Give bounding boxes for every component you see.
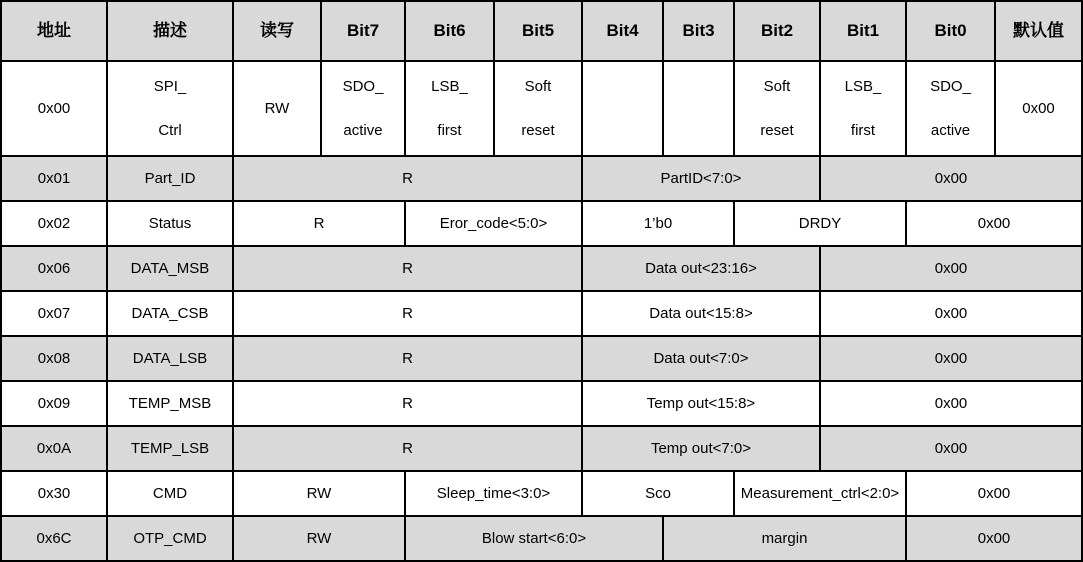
cell-line: SPI_: [153, 77, 187, 95]
register-row-0x07: [1, 291, 1082, 336]
register-row-0x09: [1, 381, 1082, 426]
register-row-0x06: [1, 246, 1082, 291]
table-cell: [663, 61, 734, 156]
table-cell: PartID<7:0>: [582, 156, 820, 201]
table-cell: DATA_MSB: [107, 246, 233, 291]
table-cell: Temp out<7:0>: [582, 426, 820, 471]
cell-line: active: [343, 121, 383, 139]
column-header-描述: 描述: [107, 1, 233, 61]
table-cell: 0x08: [1, 336, 107, 381]
table-cell: [494, 61, 582, 156]
table-cell: R: [233, 426, 582, 471]
table-cell: Data out<7:0>: [582, 336, 820, 381]
column-header-默认值: 默认值: [995, 1, 1082, 61]
cell-line: Soft: [763, 77, 791, 95]
register-row-0x0A: [1, 426, 1082, 471]
table-cell: margin: [663, 516, 906, 561]
table-cell: RW: [233, 471, 405, 516]
table-cell: 1’b0: [582, 201, 734, 246]
cell-line: reset: [521, 121, 555, 139]
table-cell: 0x00: [820, 336, 1082, 381]
table-cell: 0x07: [1, 291, 107, 336]
table-cell: 0x00: [820, 381, 1082, 426]
cell-line: Ctrl: [158, 121, 182, 139]
register-row-0x02: [1, 201, 1082, 246]
table-cell: R: [233, 156, 582, 201]
table-cell: 0x00: [820, 291, 1082, 336]
register-row-0x6C: [1, 516, 1082, 561]
table-cell: R: [233, 381, 582, 426]
table-cell: DRDY: [734, 201, 906, 246]
cell-line: SDO_: [342, 77, 384, 95]
column-header-bit5: Bit5: [494, 1, 582, 61]
table-cell: 0x00: [906, 471, 1082, 516]
register-row-0x00: [1, 61, 1082, 156]
table-cell: 0x00: [906, 516, 1082, 561]
table-cell: 0x00: [820, 246, 1082, 291]
header-row: [1, 1, 1082, 61]
table-cell: RW: [233, 516, 405, 561]
table-cell: 0x00: [820, 156, 1082, 201]
table-header: [1, 1, 1082, 61]
register-row-0x30: [1, 471, 1082, 516]
table-cell: Data out<15:8>: [582, 291, 820, 336]
cell-line: reset: [760, 121, 794, 139]
table-cell: 0x00: [1, 61, 107, 156]
cell-line: LSB_: [431, 77, 468, 95]
table-cell: R: [233, 336, 582, 381]
table-cell: [582, 61, 663, 156]
table-cell: Blow start<6:0>: [405, 516, 663, 561]
table-cell: [107, 61, 233, 156]
cell-line: first: [850, 121, 876, 139]
table-cell: R: [233, 291, 582, 336]
table-cell: [321, 61, 405, 156]
table-cell: 0x6C: [1, 516, 107, 561]
cell-line: first: [437, 121, 462, 139]
table-cell: TEMP_LSB: [107, 426, 233, 471]
table-cell: 0x00: [995, 61, 1082, 156]
column-header-地址: 地址: [1, 1, 107, 61]
cell-line: SDO_: [930, 77, 971, 95]
table-cell: 0x00: [820, 426, 1082, 471]
table-cell: [820, 61, 906, 156]
column-header-bit0: Bit0: [906, 1, 995, 61]
cell-line: LSB_: [844, 77, 882, 95]
table-cell: Sco: [582, 471, 734, 516]
table-cell: [734, 61, 820, 156]
column-header-bit6: Bit6: [405, 1, 494, 61]
table-cell: 0x09: [1, 381, 107, 426]
table-cell: OTP_CMD: [107, 516, 233, 561]
table-cell: R: [233, 201, 405, 246]
table-cell: Eror_code<5:0>: [405, 201, 582, 246]
column-header-bit1: Bit1: [820, 1, 906, 61]
table-cell: Status: [107, 201, 233, 246]
table-cell: 0x01: [1, 156, 107, 201]
table-cell: Temp out<15:8>: [582, 381, 820, 426]
column-header-bit4: Bit4: [582, 1, 663, 61]
table-cell: Data out<23:16>: [582, 246, 820, 291]
table-cell: Measurement_ctrl<2:0>: [734, 471, 906, 516]
cell-line: active: [930, 121, 971, 139]
table-cell: TEMP_MSB: [107, 381, 233, 426]
table-cell: 0x02: [1, 201, 107, 246]
register-row-0x01: [1, 156, 1082, 201]
table-cell: DATA_CSB: [107, 291, 233, 336]
column-header-bit7: Bit7: [321, 1, 405, 61]
table-cell: RW: [233, 61, 321, 156]
table-cell: DATA_LSB: [107, 336, 233, 381]
table-cell: R: [233, 246, 582, 291]
column-header-读写: 读写: [233, 1, 321, 61]
table-cell: 0x06: [1, 246, 107, 291]
table-cell: [405, 61, 494, 156]
table-cell: Sleep_time<3:0>: [405, 471, 582, 516]
table-cell: CMD: [107, 471, 233, 516]
table-body: [1, 61, 1082, 561]
column-header-bit2: Bit2: [734, 1, 820, 61]
table-cell: 0x0A: [1, 426, 107, 471]
cell-line: Soft: [524, 77, 552, 95]
column-header-bit3: Bit3: [663, 1, 734, 61]
table-cell: 0x00: [906, 201, 1082, 246]
register-row-0x08: [1, 336, 1082, 381]
table-cell: 0x30: [1, 471, 107, 516]
table-cell: [906, 61, 995, 156]
table-cell: Part_ID: [107, 156, 233, 201]
